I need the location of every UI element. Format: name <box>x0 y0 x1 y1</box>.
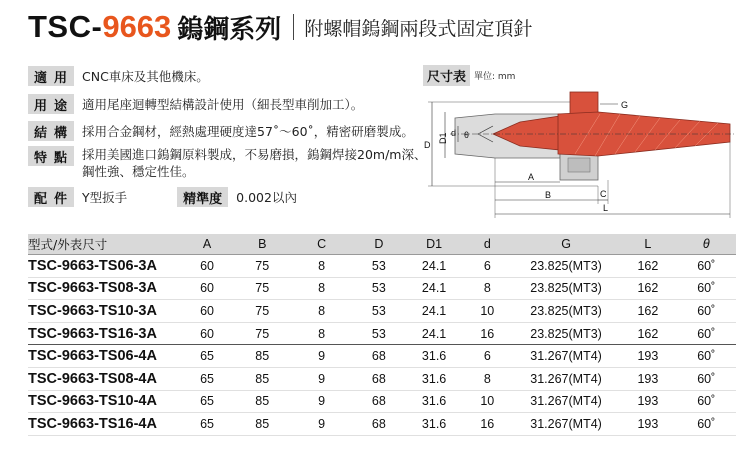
dim-label-a: A <box>528 172 535 182</box>
title-code: TSC- <box>28 9 103 44</box>
table-cell: 53 <box>351 300 406 323</box>
col-header-small-d: d <box>462 234 513 255</box>
table-cell-model: TSC-9663-TS08-4A <box>28 367 181 390</box>
table-cell: 8 <box>292 300 351 323</box>
spec-label: 適 用 <box>28 66 74 86</box>
table-cell: 31.6 <box>406 390 461 413</box>
nut-gray-inner <box>568 158 590 172</box>
table-row <box>28 390 736 413</box>
table-cell-model: TSC-9663-TS10-3A <box>28 300 181 323</box>
table-cell: 8 <box>462 367 513 390</box>
table-cell: 162 <box>619 277 676 300</box>
table-cell: 24.1 <box>406 277 461 300</box>
spec-value-line1: 採用美國進口鎢鋼原料製成，不易磨損，鎢鋼焊接20m/m深、 <box>82 147 427 162</box>
spec-label: 特 點 <box>28 146 74 166</box>
table-cell: 65 <box>181 413 232 436</box>
col-header-d: D <box>351 234 406 255</box>
table-cell: 31.267(MT4) <box>513 390 619 413</box>
table-row <box>28 255 736 278</box>
col-header-c: C <box>292 234 351 255</box>
table-cell: 53 <box>351 277 406 300</box>
table-cell: 10 <box>462 390 513 413</box>
table-cell: 6 <box>462 345 513 368</box>
table-row <box>28 367 736 390</box>
spec-table <box>28 234 736 436</box>
table-cell-model: TSC-9663-TS08-3A <box>28 277 181 300</box>
table-cell: 23.825(MT3) <box>513 300 619 323</box>
table-cell: 31.267(MT4) <box>513 413 619 436</box>
table-cell: 193 <box>619 345 676 368</box>
table-cell: 16 <box>462 413 513 436</box>
table-cell: 16 <box>462 322 513 345</box>
spec-label: 用 途 <box>28 94 74 114</box>
col-header-b: B <box>233 234 292 255</box>
table-cell: 24.1 <box>406 255 461 278</box>
table-cell: 53 <box>351 322 406 345</box>
table-cell: 24.1 <box>406 300 461 323</box>
table-cell: 65 <box>181 390 232 413</box>
dim-label-d: D <box>424 140 431 150</box>
table-cell: 8 <box>462 277 513 300</box>
table-cell: 9 <box>292 390 351 413</box>
dim-label-g: G <box>621 100 629 110</box>
table-row <box>28 300 736 323</box>
table-cell: 75 <box>233 277 292 300</box>
col-header-model: 型式/外表尺寸 <box>28 234 181 255</box>
table-cell: 60 <box>181 255 232 278</box>
table-row <box>28 345 736 368</box>
table-cell: 68 <box>351 345 406 368</box>
table-cell: 31.6 <box>406 345 461 368</box>
table-cell: 68 <box>351 390 406 413</box>
table-cell: 31.267(MT4) <box>513 367 619 390</box>
title-number: 9663 <box>102 9 172 44</box>
table-cell: 60˚ <box>677 255 736 278</box>
dim-label-l: L <box>603 203 609 213</box>
dim-label-theta: θ <box>464 130 470 140</box>
table-cell: 6 <box>462 255 513 278</box>
table-cell: 75 <box>233 255 292 278</box>
accuracy-value: 0.002以內 <box>236 189 297 205</box>
spec-value-line2: 鋼性強、穩定性佳。 <box>82 164 195 179</box>
table-cell: 60˚ <box>677 322 736 345</box>
table-cell: 53 <box>351 255 406 278</box>
table-cell: 65 <box>181 345 232 368</box>
table-cell: 60˚ <box>677 345 736 368</box>
table-cell: 9 <box>292 345 351 368</box>
table-cell: 10 <box>462 300 513 323</box>
table-cell: 60˚ <box>677 277 736 300</box>
title-series: 鎢鋼系列 <box>177 14 282 45</box>
table-cell: 60˚ <box>677 413 736 436</box>
table-cell: 193 <box>619 367 676 390</box>
title-subtitle: 附螺帽鎢鋼兩段式固定頂針 <box>304 17 533 40</box>
accuracy-label: 精準度 <box>177 187 228 207</box>
table-cell: 85 <box>233 390 292 413</box>
table-cell: 9 <box>292 413 351 436</box>
col-header-d1: D1 <box>406 234 461 255</box>
table-row <box>28 413 736 436</box>
table-cell: 193 <box>619 390 676 413</box>
table-cell: 75 <box>233 300 292 323</box>
spec-label: 結 構 <box>28 121 74 141</box>
table-cell: 65 <box>181 367 232 390</box>
table-cell: 23.825(MT3) <box>513 255 619 278</box>
table-cell: 85 <box>233 345 292 368</box>
table-cell: 193 <box>619 413 676 436</box>
col-header-l: L <box>619 234 676 255</box>
table-cell: 31.267(MT4) <box>513 345 619 368</box>
col-header-theta: θ <box>677 234 736 255</box>
col-header-g: G <box>513 234 619 255</box>
table-cell: 60 <box>181 322 232 345</box>
table-cell: 85 <box>233 413 292 436</box>
dim-label-b: B <box>545 190 552 200</box>
table-cell-model: TSC-9663-TS06-3A <box>28 255 181 278</box>
col-header-a: A <box>181 234 232 255</box>
dimension-unit: 單位: mm <box>474 71 516 82</box>
table-cell: 9 <box>292 367 351 390</box>
spec-value: 適用尾座迴轉型結構設計使用（細長型車削加工）。 <box>82 96 364 112</box>
table-cell: 8 <box>292 255 351 278</box>
table-cell-model: TSC-9663-TS16-3A <box>28 322 181 345</box>
table-cell: 8 <box>292 277 351 300</box>
table-header-row <box>28 234 736 255</box>
table-cell: 31.6 <box>406 413 461 436</box>
table-cell: 68 <box>351 367 406 390</box>
table-cell: 162 <box>619 300 676 323</box>
table-cell: 23.825(MT3) <box>513 322 619 345</box>
table-cell: 31.6 <box>406 367 461 390</box>
table-row <box>28 322 736 345</box>
table-cell: 23.825(MT3) <box>513 277 619 300</box>
table-cell: 162 <box>619 255 676 278</box>
table-cell: 8 <box>292 322 351 345</box>
table-cell: 162 <box>619 322 676 345</box>
table-cell: 60˚ <box>677 390 736 413</box>
table-cell: 60˚ <box>677 367 736 390</box>
table-cell: 24.1 <box>406 322 461 345</box>
dim-label-small-d: d <box>451 128 457 138</box>
table-cell: 60 <box>181 300 232 323</box>
table-cell-model: TSC-9663-TS10-4A <box>28 390 181 413</box>
spec-value: Y型扳手 <box>82 189 128 205</box>
spec-label: 配 件 <box>28 187 74 207</box>
table-cell: 60˚ <box>677 300 736 323</box>
table-cell: 60 <box>181 277 232 300</box>
dim-label-c: C <box>600 189 607 199</box>
spec-value: CNC車床及其他機床。 <box>82 68 209 84</box>
table-cell-model: TSC-9663-TS06-4A <box>28 345 181 368</box>
table-cell-model: TSC-9663-TS16-4A <box>28 413 181 436</box>
table-cell: 68 <box>351 413 406 436</box>
table-cell: 85 <box>233 367 292 390</box>
spec-value: 採用合金鋼材，經熱處理硬度達57˚～60˚，精密研磨製成。 <box>82 123 414 139</box>
table-row <box>28 277 736 300</box>
dim-label-d1: D1 <box>438 132 448 144</box>
dimension-title: 尺寸表 <box>423 65 470 86</box>
table-cell: 75 <box>233 322 292 345</box>
